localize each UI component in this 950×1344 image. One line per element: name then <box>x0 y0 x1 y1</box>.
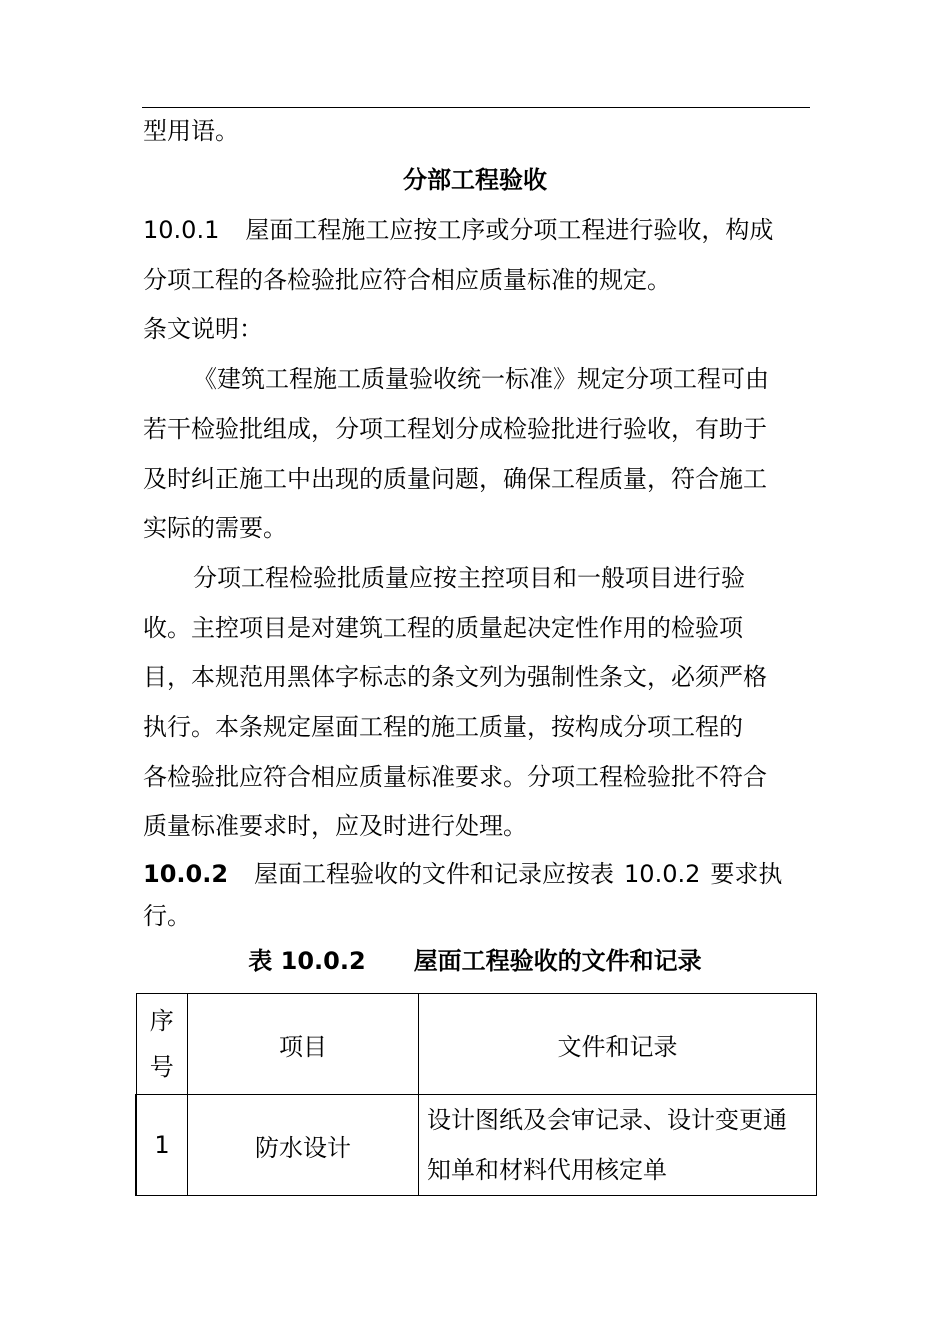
cell-seq: 1 <box>136 1095 188 1196</box>
table-caption <box>0 945 950 977</box>
header-files <box>419 994 817 1095</box>
header-seq <box>136 994 188 1095</box>
text-line: 分项工程的各检验批应符合相应质量标准的规定。 <box>143 266 671 294</box>
text-line: 型用语。 <box>143 117 239 145</box>
cell-files-line: 知单和材料代用核定单 <box>427 1156 667 1184</box>
text-line: 收。主控项目是对建筑工程的质量起决定性作用的检验项 <box>143 614 743 642</box>
header-item: 项目 <box>188 994 419 1095</box>
text-line: 执行。本条规定屋面工程的施工质量，按构成分项工程的 <box>143 713 743 741</box>
cell-files <box>419 1095 817 1196</box>
header-files-label: 文件和记录 <box>557 1032 678 1061</box>
clause-number: 10.0.1 <box>143 216 220 244</box>
header-rule <box>142 107 810 108</box>
clause-number: 10.0.2 <box>143 860 229 888</box>
clause-10-0-1 <box>143 214 773 246</box>
header-seq-b: 号 <box>149 1053 174 1081</box>
table-row <box>136 1095 817 1196</box>
table-caption-title: 屋面工程验收的文件和记录 <box>413 947 702 975</box>
clause-text: 要求执 <box>710 860 783 888</box>
table-reference: 10.0.2 <box>624 860 701 888</box>
note-label: 条文说明： <box>143 315 263 343</box>
text-line: 实际的需要。 <box>143 514 287 542</box>
section-title: 分部工程验收 <box>403 166 547 194</box>
header-seq-a: 序 <box>149 1007 174 1035</box>
cell-files-line: 设计图纸及会审记录、设计变更通 <box>427 1106 787 1134</box>
cell-item: 防水设计 <box>188 1095 419 1196</box>
table-caption-number: 表 10.0.2 <box>248 947 366 975</box>
text-line: 《建筑工程施工质量验收统一标准》规定分项工程可由 <box>193 365 769 393</box>
text-line: 若干检验批组成，分项工程划分成检验批进行验收，有助于 <box>143 415 767 443</box>
clause-10-0-2 <box>143 858 782 890</box>
table-header-row <box>136 994 817 1095</box>
text-line: 质量标准要求时，应及时进行处理。 <box>143 812 527 840</box>
text-line: 目，本规范用黑体字标志的条文列为强制性条文，必须严格 <box>143 663 767 691</box>
text-line: 各检验批应符合相应质量标准要求。分项工程检验批不符合 <box>143 763 767 791</box>
clause-text: 屋面工程施工应按工序或分项工程进行验收，构成 <box>245 216 774 244</box>
text-line: 及时纠正施工中出现的质量问题，确保工程质量，符合施工 <box>143 465 767 493</box>
text-line: 行。 <box>143 902 191 930</box>
clause-text: 屋面工程验收的文件和记录应按表 <box>254 860 615 888</box>
text-line: 分项工程检验批质量应按主控项目和一般项目进行验 <box>193 564 745 592</box>
records-table <box>135 993 817 1196</box>
